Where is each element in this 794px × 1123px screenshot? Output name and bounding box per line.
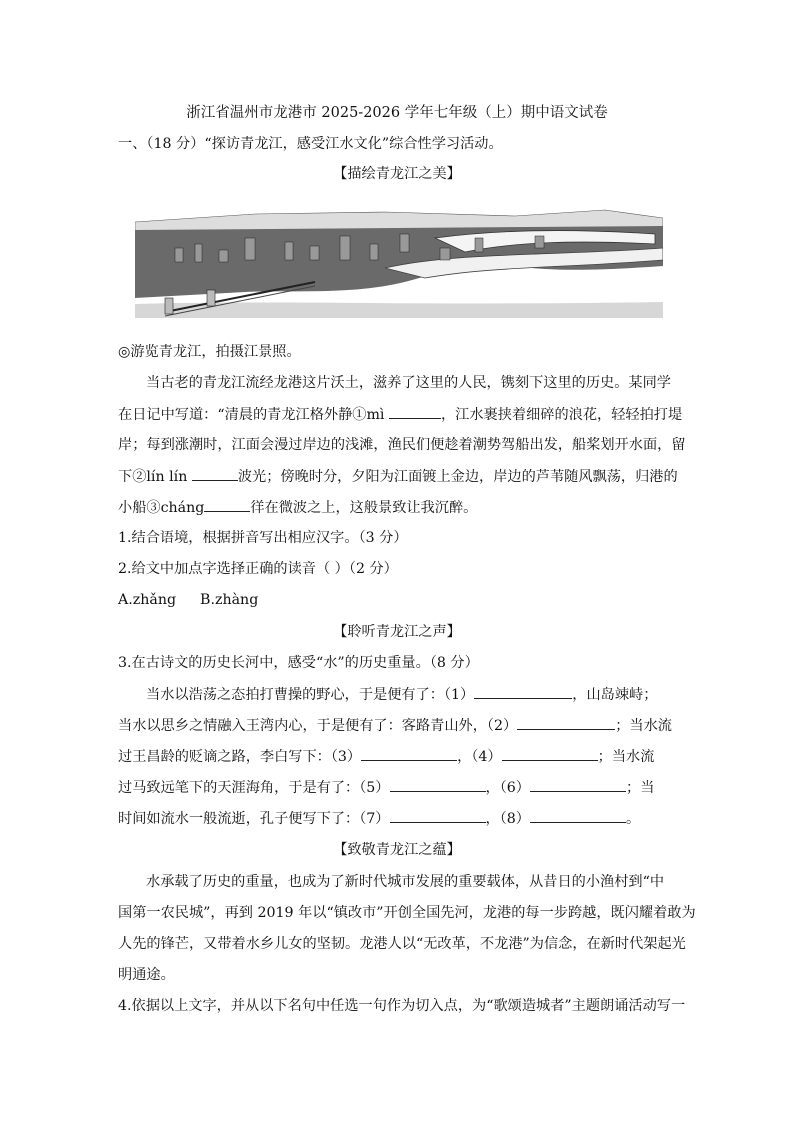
poem-blank-1[interactable] xyxy=(474,684,572,699)
poem-line2: 当水以思乡之情融入王湾内心，于是便有了：客路青山外，（2） ；当水流 xyxy=(118,715,678,736)
passage1-line5: 小船③cháng 徉在微波之上，这般景致让我沉醉。 xyxy=(118,497,678,518)
option-b[interactable]: B.zhàng xyxy=(200,592,259,608)
section-title-beauty: 【描绘青龙江之美】 xyxy=(333,166,461,182)
poem-blank-8[interactable] xyxy=(530,808,626,823)
poem-line5: 时间如流水一般流逝，孔子便写下了：（7） ，（8） 。 xyxy=(118,808,678,829)
pinyin-blank-3: ③cháng xyxy=(146,500,205,516)
pinyin-blank-2: ②lín lín xyxy=(132,469,192,485)
answer-blank-2[interactable] xyxy=(192,466,238,481)
question-1-2: 2.给文中加点字选择正确的读音（ ）（2 分） xyxy=(118,561,398,577)
passage1-line2: 在日记中写道：“清晨的青龙江格外静①mì ，江水裹挟着细碎的浪花，轻轻拍打堤 xyxy=(118,404,678,425)
pinyin-blank-1: ①mì xyxy=(352,407,389,423)
answer-blank-1[interactable] xyxy=(389,404,441,419)
passage1-line1: 当古老的青龙江流经龙港这片沃土，滋养了这里的人民，镌刻下这里的历史。某同学 xyxy=(146,375,671,391)
poem-blank-3[interactable] xyxy=(361,746,457,761)
answer-blank-3[interactable] xyxy=(204,497,250,512)
passage3-line4: 明通途。 xyxy=(118,967,175,983)
poem-blank-6[interactable] xyxy=(530,777,626,792)
option-a[interactable]: A.zhǎng xyxy=(118,592,177,608)
poem-blank-5[interactable] xyxy=(390,777,486,792)
question-1-1: 1.结合语境，根据拼音写出相应汉字。（3 分） xyxy=(118,530,408,546)
section-title-heritage: 【致敬青龙江之蕴】 xyxy=(333,842,461,858)
poem-blank-2[interactable] xyxy=(517,715,615,730)
question-1-3: 3.在古诗文的历史长河中，感受“水”的历史重量。（8 分） xyxy=(118,655,479,671)
passage3-line2: 国第一农民城”，再到 2019 年以“镇改市”开创全国先河，龙港的每一步跨越，既闪耀着敢为 xyxy=(118,905,696,921)
poem-blank-4[interactable] xyxy=(502,746,598,761)
poem-line1: 当水以浩荡之态拍打曹操的野心，于是便有了：（1） ，山岛竦峙； xyxy=(146,684,706,705)
passage3-line3: 人先的锋芒，又带着水乡儿女的坚韧。龙港人以“无改革，不龙港”为信念，在新时代架起光 xyxy=(118,936,686,952)
passage3-line1: 水承载了历史的重量，也成为了新时代城市发展的重要载体，从昔日的小渔村到“中 xyxy=(146,874,665,890)
section-title-sound: 【聆听青龙江之声】 xyxy=(333,624,461,640)
poem-blank-7[interactable] xyxy=(390,808,486,823)
passage1-line4: 下②lín lín 波光；傍晚时分，夕阳为江面镀上金边，岸边的芦苇随风飘荡，归港的 xyxy=(118,466,678,487)
poem-line4: 过马致远笔下的天涯海角，于是有了：（5） ，（6） ；当 xyxy=(118,777,678,798)
river-city-illustration xyxy=(135,208,663,318)
photo-caption: ◎游览青龙江，拍摄江景照。 xyxy=(118,344,301,360)
question-1-4: 4.依据以上文字，并从以下名句中任选一句作为切入点，为“歌颂造城者”主题朗诵活动写一 xyxy=(118,998,686,1014)
answer-options xyxy=(118,590,678,610)
passage1-line3: 岸；每到涨潮时，江面会漫过岸边的浅滩，渔民们便趁着潮势驾船出发，船桨划开水面，留 xyxy=(118,437,686,453)
poem-line3: 过王昌龄的贬谪之路，李白写下：（3） ，（4） ；当水流 xyxy=(118,746,678,767)
question-1-heading: 一、（18 分）“探访青龙江，感受江水文化”综合性学习活动。 xyxy=(118,136,503,152)
exam-title: 浙江省温州市龙港市 2025-2026 学年七年级（上）期中语文试卷 xyxy=(186,105,608,121)
